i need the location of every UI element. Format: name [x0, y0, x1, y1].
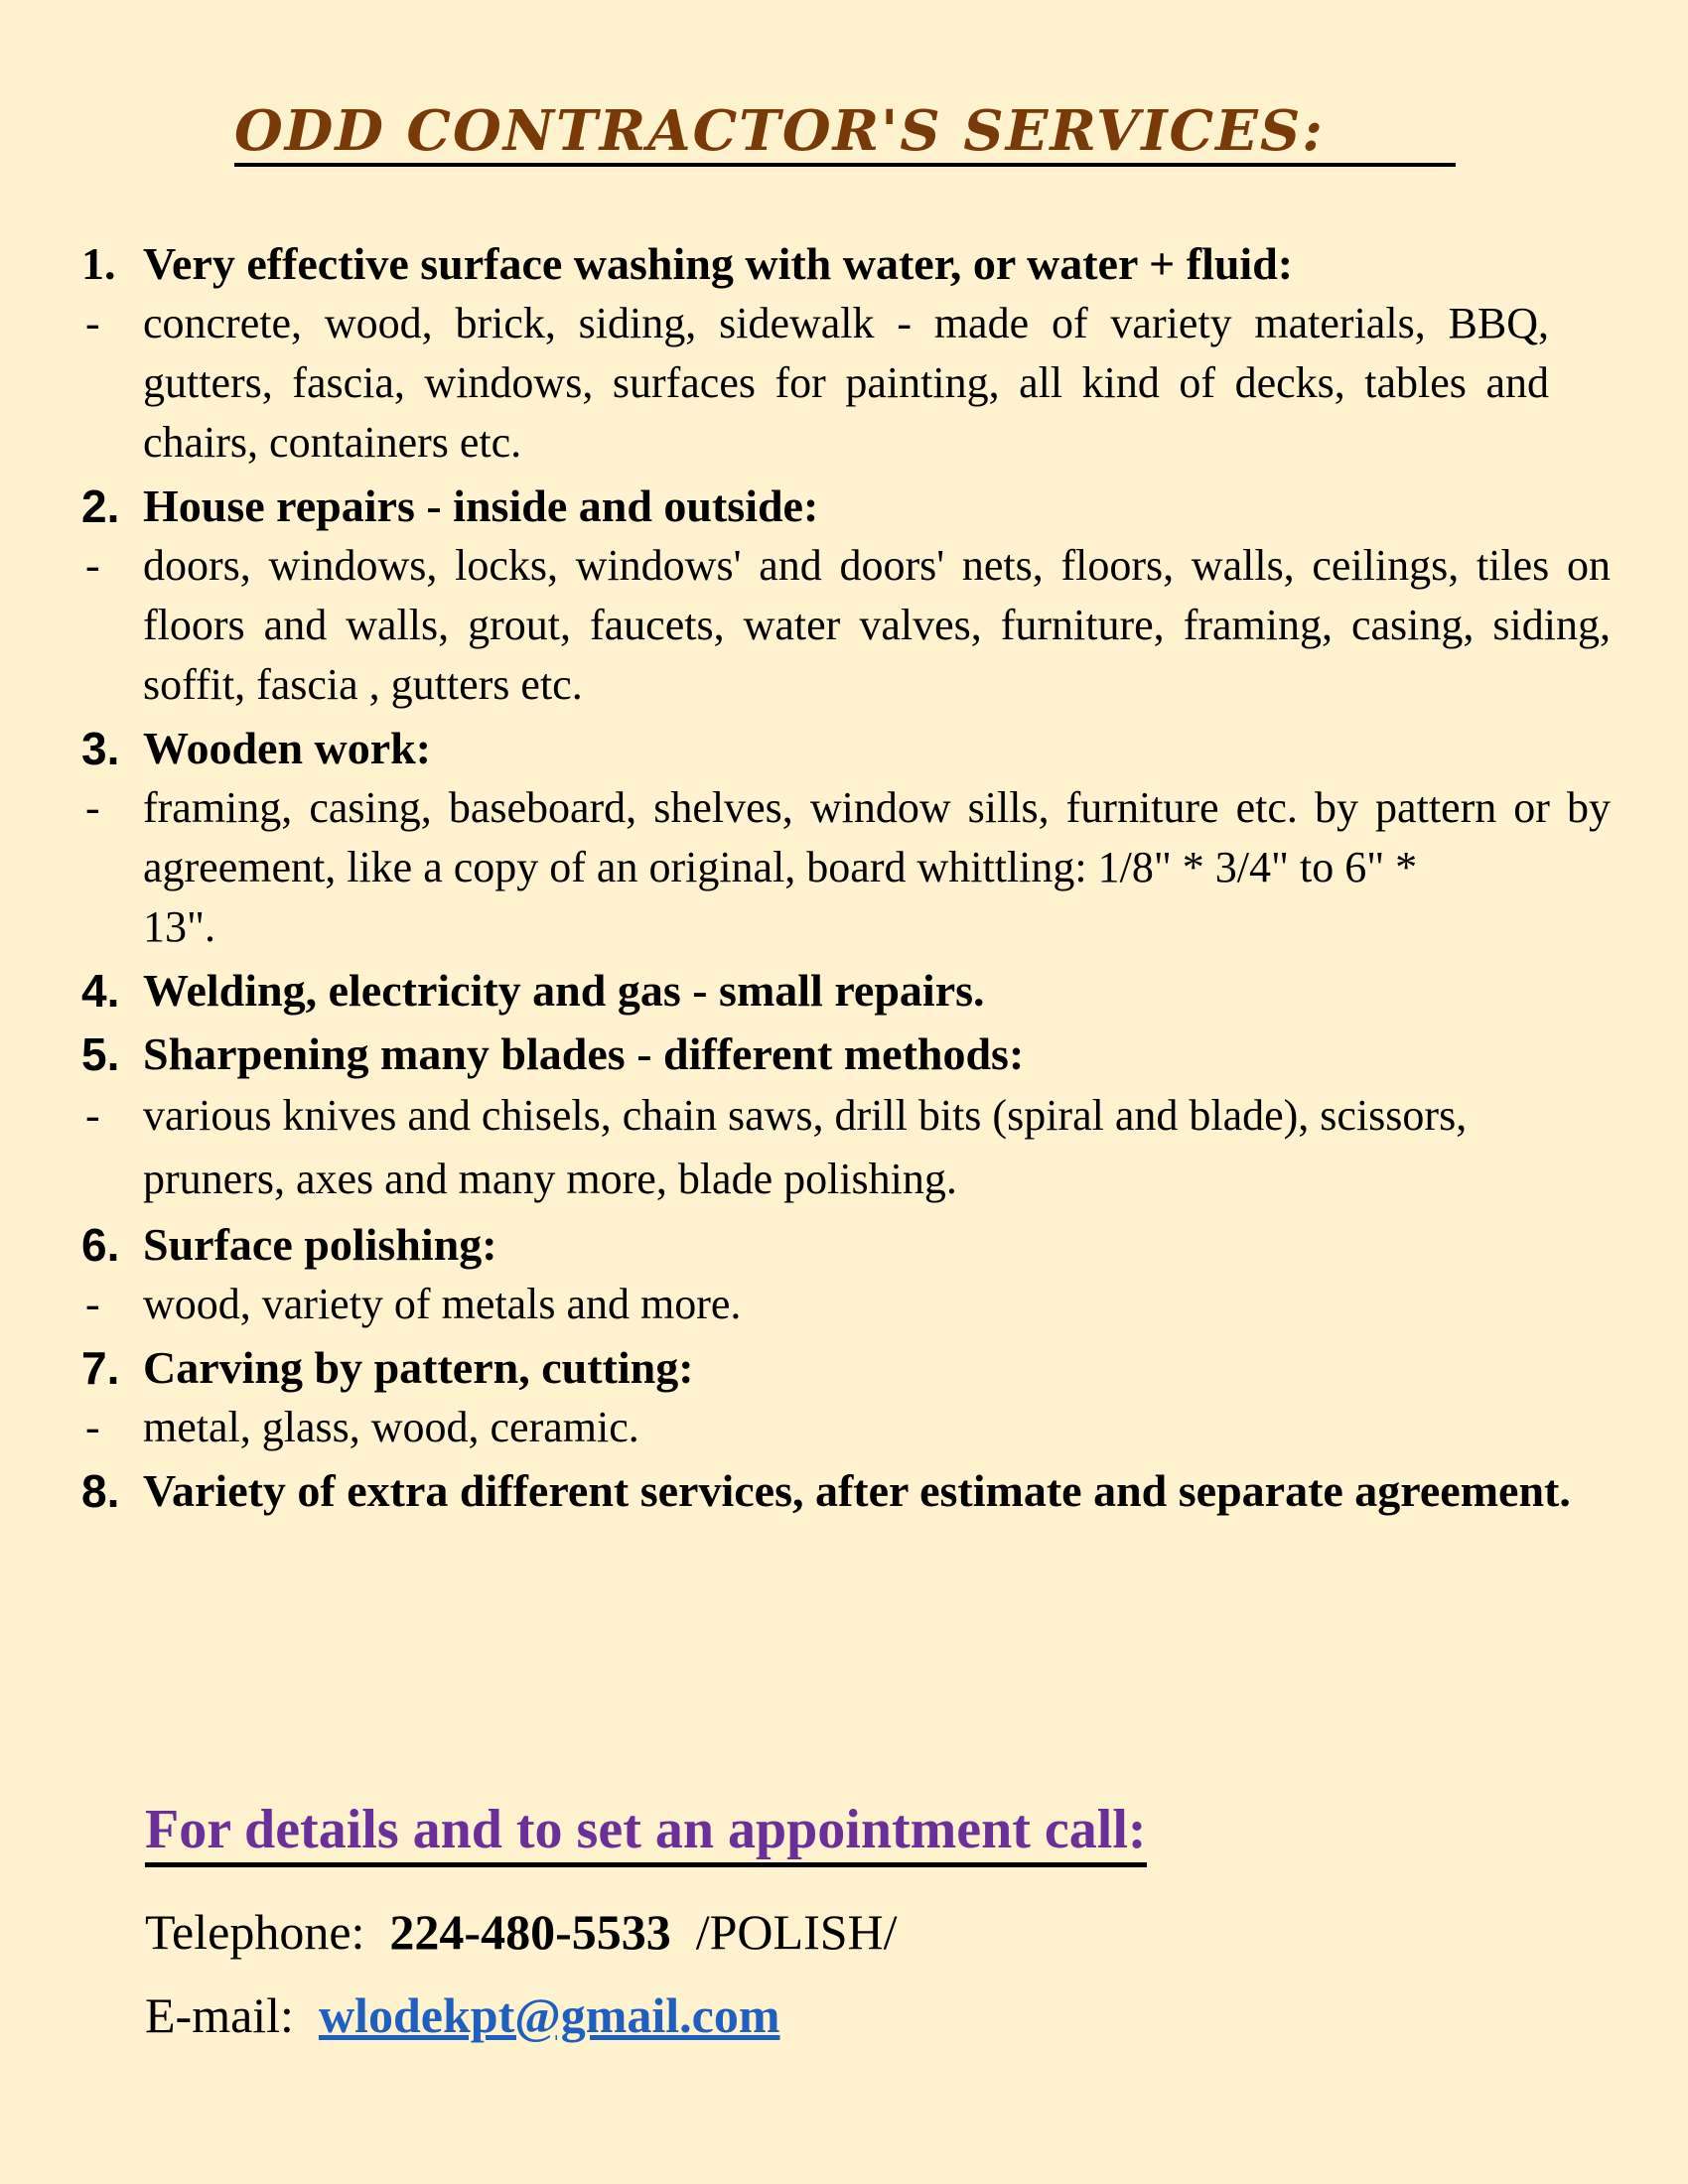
service-heading-text: Sharpening many blades - different methods:: [143, 1028, 1025, 1079]
service-heading: [81, 1461, 1611, 1521]
page-title: ODD CONTRACTOR'S SERVICES:: [234, 99, 1456, 167]
service-item-welding: [81, 961, 1611, 1021]
service-heading: [81, 719, 1611, 778]
service-detail-text: wood, variety of metals and more.: [143, 1280, 742, 1328]
services-list: [81, 234, 1611, 1521]
service-heading-text: House repairs - inside and outside:: [143, 480, 819, 531]
service-number: 2.: [81, 480, 120, 532]
service-detail: [81, 778, 1611, 897]
dash-bullet: -: [85, 783, 100, 832]
telephone-number[interactable]: 224-480-5533: [389, 1904, 671, 1960]
service-heading-text: Very effective surface washing with water, or water + fluid:: [143, 238, 1294, 289]
service-heading-text: Variety of extra different services, after estimate and separate agreement.: [143, 1465, 1571, 1516]
service-number: 3.: [81, 723, 120, 774]
service-heading: [81, 961, 1611, 1021]
service-heading-text: Surface polishing:: [143, 1219, 497, 1270]
service-heading-text: Welding, electricity and gas - small repairs.: [143, 965, 985, 1016]
service-detail-continuation: [81, 897, 1611, 957]
service-heading: [81, 1338, 1611, 1398]
service-heading: [81, 1215, 1611, 1275]
service-heading-text: Wooden work:: [143, 723, 432, 773]
service-heading: [81, 1024, 1611, 1084]
service-detail: [81, 294, 1549, 473]
service-item-washing: [81, 234, 1611, 473]
service-item-carving: [81, 1338, 1611, 1457]
email-link[interactable]: wlodekpt@gmail.com: [318, 1987, 780, 2043]
service-detail-text: concrete, wood, brick, siding, sidewalk - made of variety materials, BBQ, gutters, fascia, windows, surfaces for painting, all kind of decks, tables and chairs, containers etc.: [143, 299, 1549, 467]
dash-bullet: -: [85, 1403, 100, 1451]
service-detail-text: various knives and chisels, chain saws, drill bits (spiral and blade), scissors, pruners, axes and many more, blade polishing.: [143, 1091, 1468, 1203]
service-number: 4.: [81, 965, 120, 1017]
service-number: 1.: [81, 238, 116, 289]
telephone-language-note: [696, 1904, 898, 1960]
service-detail-text: 13".: [143, 902, 215, 951]
service-detail-text: metal, glass, wood, ceramic.: [143, 1403, 639, 1451]
language-text: /POLISH/: [695, 1904, 898, 1960]
service-item-sharpening: [81, 1024, 1611, 1211]
dash-bullet: -: [85, 1280, 100, 1328]
email-label: E-mail:: [145, 1987, 294, 2043]
appointment-call-to-action: For details and to set an appointment call:: [145, 1797, 1147, 1867]
service-item-house-repairs: [81, 477, 1611, 715]
service-number: 7.: [81, 1342, 120, 1394]
service-detail-text: framing, casing, baseboard, shelves, window sills, furniture etc. by pattern or by agreement, like a copy of an original, board whittling: 1/8" * 3/4" to 6" *: [143, 783, 1611, 891]
service-detail: [81, 1084, 1611, 1211]
service-detail: [81, 1398, 1611, 1457]
service-heading-text: Carving by pattern, cutting:: [143, 1342, 694, 1393]
service-detail-text: doors, windows, locks, windows' and doors' nets, floors, walls, ceilings, tiles on floors and walls, grout, faucets, water valves, furniture, framing, casing, siding, soffit, fascia , gutters etc.: [143, 541, 1611, 709]
dash-bullet: -: [85, 541, 100, 590]
dash-bullet: -: [85, 299, 100, 347]
email-line: [145, 1985, 780, 2045]
service-number: 6.: [81, 1219, 120, 1271]
service-number: 8.: [81, 1465, 120, 1517]
service-number: 5.: [81, 1028, 120, 1080]
telephone-label: Telephone:: [145, 1904, 365, 1960]
service-item-extra: [81, 1461, 1611, 1521]
service-detail: [81, 1275, 1611, 1334]
dash-bullet: -: [85, 1091, 100, 1140]
service-item-polishing: [81, 1215, 1611, 1334]
service-detail: [81, 536, 1611, 715]
service-heading: [81, 234, 1611, 294]
service-item-wooden-work: [81, 719, 1611, 957]
service-heading: [81, 477, 1611, 536]
telephone-line: [145, 1902, 898, 1962]
